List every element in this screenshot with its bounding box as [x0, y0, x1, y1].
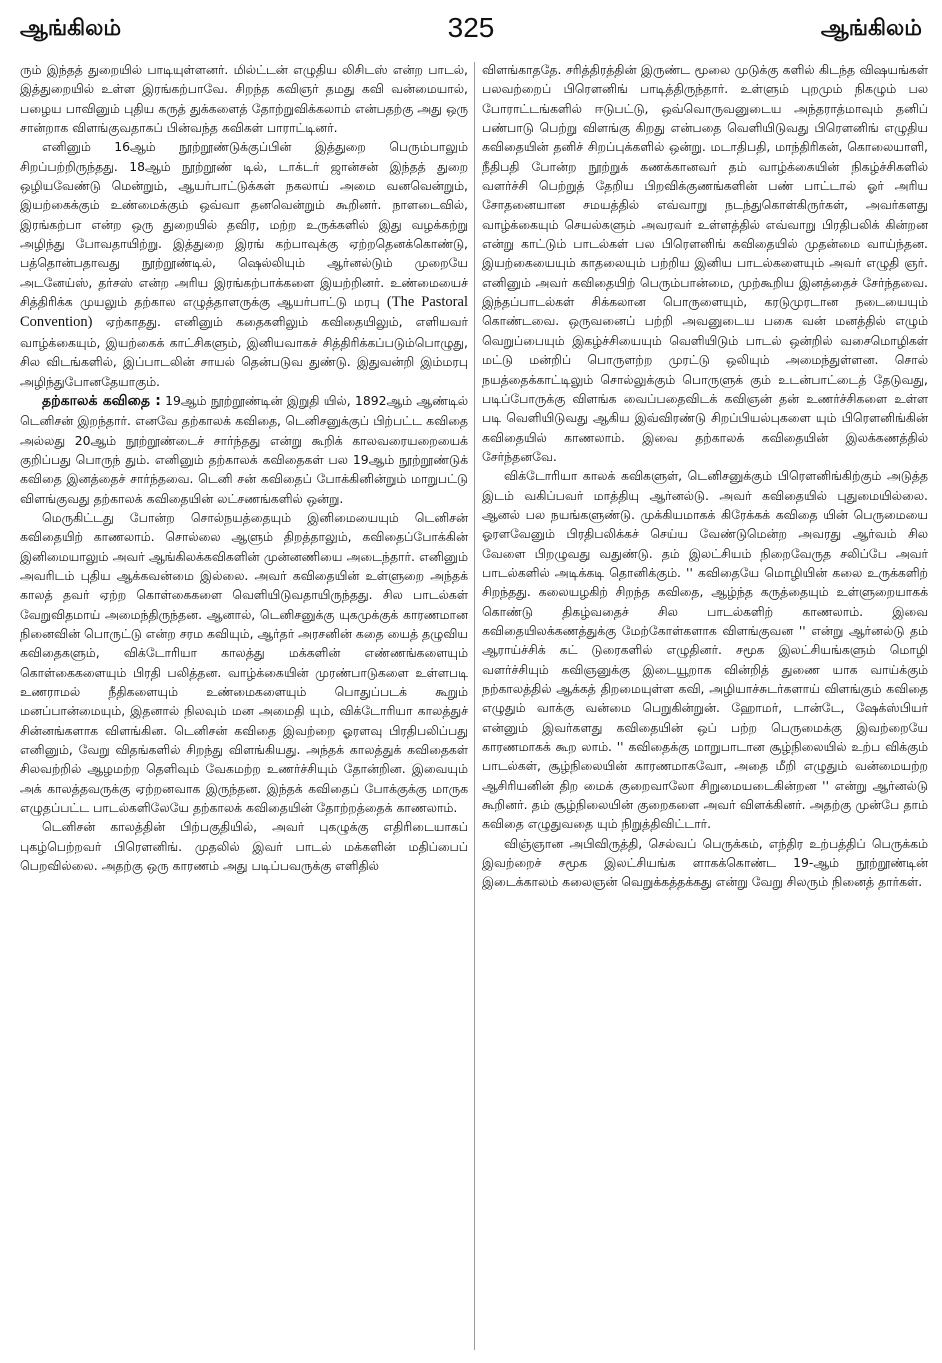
paragraph: [20, 137, 468, 390]
page-header: [20, 12, 922, 56]
paragraph-text: ஏற்காதது. எனினும் கதைகளிலும் கவிதையிலும், எளியவர் வாழ்க்கையும், இயற்கைக் காட்சிகளும், இனியவாகச் சித்திரிக்கப்படும்பொழுது, சில விடங்களில், இப்பாடலின் சாயல் தென்படுவ துண்டு. இதுவன்றி இம்மரபு அழிந்துபோனதேயாகும்.: [20, 314, 468, 389]
paragraph: விக்டோரியா காலக் கவிகளுள், டெனிசனுக்கும் பிரௌனிங்கிற்கும் அடுத்த இடம் வகிப்பவர் மாத்தியு ஆர்னல்டு. அவர் கவிதையில் புதுமையில்லை. ஆனல் பல நயங்களுண்டு. முக்கியமாகக் கிரேக்கக் கவிதை யின் பெருமையை ஓரளவேனும் பிரதிபலிக்கச் செய்ய வேண்டுமென்ற அவரது ஆர்வம் சில வேளை பிறழுவது வதுண்டு. தம் இலட்சியம் நிறைவேருத சலிப்பே அவர் பாடல்களில் அடிக்கடி தொனிக்கும். '' கவிதையே மொழியின் கலை உருக்களிற் சிறந்தது. கலையழகிற் சிறந்த கவிதை, ஆழ்ந்த கருத்தையும் உள்ளுறையாகக் கொண்டு திகழ்வதைச் சில பாடல்களிற் காணலாம். இவை கவிதையிலக்கணத்துக்கு மேற்கோள்களாக விளங்குவன '' என்று ஆர்னல்டு தம் ஆராய்ச்சிக் கட் டுரைகளில் எழுதினர். சமூக இலட்சியங்களும் மொழி வளர்ச்சியும் கவிஞனுக்கு இடையூறாக வின்றித் துணை யாக வாய்க்கும் நற்காலத்தில் ஆக்கத் திறமையுள்ள கவி, அழியாச்சுடர்களாய் விளங்கும் கவிதை எழுதும் வாக்கு வன்மை பெறுகின்றுன். ஹோமர், டான்டே, ஷேக்ஸ்பியர் என்னும் இவர்களது கவிதையின் ஒப் பற்ற பெருமைக்கு இவற்றையே காரணமாகக் கூற லாம். '' கவிதைக்கு மாறுபாடான சூழ்நிலையில் உற்ப விக்கும் பாடல்கள், சூழ்நிலையின் காரணமாகவோ, அதை மீறி எழுதும் வன்மையற்ற ஆசிரியனின் திற மைக் குறைவாலோ சிறுமையடைகின்றன '' என்று ஆர்னல்டு கூறினர். தம் சூழ்நிலையின் குறைகளை அவர் விளக்கினர். அதற்கு முன்பே தாம் கவிதை எழுதுவதை யும் நிறுத்திவிட்டார்.: [482, 468, 928, 832]
running-title-left: ஆங்கிலம்: [20, 16, 122, 41]
left-column: [20, 60, 468, 1352]
column-divider: [474, 62, 475, 1350]
paragraph: [20, 391, 468, 508]
paragraph: விஞ்ஞான அபிவிருத்தி, செல்வப் பெருக்கம், எந்திர உற்பத்திப் பெருக்கம் இவற்றைச் சமூக இலட்சியங்க ளாகக்கொண்ட 19-ஆம் நூற்றூண்டின் இடைக்காலம் கலைஞன் வெறுக்கத்தக்கது என்று வேறு சிலரும் நினைத் தார்கள்.: [482, 835, 928, 890]
english-term: (The Pastoral Convention): [20, 294, 468, 331]
paragraph-text: எனினும் 16ஆம் நூற்றூண்டுக்குப்பின் இத்துறை பெரும்பாலும் சிறப்பற்றிருந்தது. 18ஆம் நூற்றூண் டில், டாக்டர் ஜான்சன் இந்தத் துறை ஒழியவேண்டு மென்றும், ஆயர்பாட்டுக்கள் நகலாய் அமை வனவென்றும், இயற்கைக்கும் உண்மைக்கும் ஒவ்வா தனவென்றும் கூறினர். நாளடைவில், இரங்கற்பா என்ற ஒரு துறையில் தவிர, மற்ற உருக்களில் இது வழக்கற்று அழிந்து போவதாயிற்று. இத்துறை இரங் கற்பாவுக்கு ஏற்றதெனக்கொண்டு, பத்தொன்பதாவது நூற்றூண்டில், ஷெல்லியும் ஆர்னல்டும் முறையே அடனேய்ஸ், தர்சஸ் என்ற அரிய இரங்கற்பாக்களை இயற்றினர். உண்மையைச் சித்திரிக்க முயலும் தற்கால எழுத்தாளருக்கு ஆயர்பாட்டு மரபு: [20, 139, 468, 310]
paragraph: மெருகிட்டது போன்ற சொல்நயத்தையும் இனிமையையும் டெனிசன் கவிதையிற் காணலாம். சொல்லை ஆளும் திறத்தாலும், கவிதைப்போக்கின் இனிமையாலும் அவர் ஆங்கிலக்கவிகளின் முன்னணியை அடைந்தார். எனினும் அவரிடம் புதிய ஆக்கவன்மை இல்லை. அவர் கவிதையின் உள்ளுறை அந்தக் காலத் தவர் ஏற்ற கொள்கைகளை வெளியிடுவதாயிருந்தது. சில பாடல்கள் வேறுவிதமாய் அமைந்திருந்தன. ஆனால், டெனிசனுக்கு யுகமுக்குக் காரணமான நினைவின் பொருட்டு என்ற சரம கவியும், ஆர்தர் அரசனின் கதை யைத் தழுவிய கவிதைகளும், விக்டோரியா காலத்து மக்களின் எண்ணங்களையும் கொள்கைகளையும் பிரதி பலித்தன. வாழ்க்கையின் முரண்பாடுகளை உள்ளபடி உணராமல் நீதிகளையும் உண்மைகளையும் பொதுப்படக் கூறும் மனப்பான்மையும், இதனால் நிலவும் மன அமைதி யும், விக்டோரியா காலத்துச் சின்னங்களாக விளங்கின. டெனிசன் கவிதை இவற்றை ஓரளவு பிரதிபலிப்பது எனினும், வேறு விதங்களில் சிறந்து விளங்கியது. அந்தக் காலத்துக் கவிதைகள் சிலவற்றில் ஆழமற்ற தெளிவும் வேகமற்ற உணர்ச்சியும் தோன்றின. இவையும் அக் காலத்தவருக்கு ஏற்றனவாக இருந்தன. இந்தக் கவிதைப் போக்குக்கு மாருக எழுதப்பட்ட பாடல்களிலேயே தற்காலக் கவிதையின் தோற்றத்தைக் காணலாம்.: [20, 509, 468, 816]
page-number: 325: [447, 12, 495, 43]
section-heading: தற்காலக் கவிதை :: [42, 392, 161, 409]
running-title-right: ஆங்கிலம்: [820, 16, 922, 41]
right-column: [482, 60, 928, 1352]
paragraph: டெனிசன் காலத்தின் பிற்பகுதியில், அவர் புகழுக்கு எதிரிடையாகப் புகழ்பெற்றவர் பிரௌனிங். முதலில் இவர் பாடல் மக்களின் மதிப்பைப் பெறவில்லை. அதற்கு ஒரு காரணம் அது படிப்பவருக்கு எளிதில்: [20, 819, 468, 874]
paragraph: விளங்காததே. சரித்திரத்தின் இருண்ட மூலை முடுக்கு களில் கிடந்த விஷயங்கள் பலவற்றைப் பிரௌனிங் பாடித்திருந்தார். உள்ளும் புறமும் நிகழும் பல போராட்டங்களில் ஈடுபட்டு, ஒவ்வொருவனுடைய அந்தராத்மாவும் தனிப் பண்பாடு பெற்று விளங்கு கிறது என்பதை வெளியிடுவது பிரௌனிங் எழுதிய கவிதையின் தனிச் சிறப்புக்களில் ஒன்று. மடாதிபதி, மாந்திரிகன், கொலையாளி, நீதிபதி போன்ற நூற்றுக் கணக்கானவர் தம் வாழ்க்கையின் நிகழ்ச்சிகளில் வளர்ச்சி பெற்றுத் தேறிய பிறவிக்குணங்களின் பண் பாட்டால் ஓர் அரிய சோதனையான சமயத்தில் எவ்வாறு நடந்துகொள்கிருர்கள், அவர்களது வாழ்க்கையும் செயல்களும் அவரவர் உள்ளத்தில் எவ்வாறு பிரதிபலிக் கின்றன என்று காட்டும் பாடல்கள் பல பிரௌனிங் கவிதையில் முதன்மை வாய்ந்தன. இயற்கையையும் காதலையும் பற்றிய இனிய பாடல்களையும் அவர் எழுதி ஞர். எனினும் அவர் கவிதையிற் பெரும்பான்மை, முற்கூறிய இனத்தைச் சேர்ந்தவை. இந்தப்பாடல்கள் சிக்கலான பொருளையும், கரடுமுரடான நடையையும் கொண்டவை. ஒருவனைப் பற்றி அவனுடைய பகை வன் மனத்தில் எழும் வெறுப்பையும் இகழ்ச்சியையும் வெளியிடும் பாடல் ஒன்றில் வசைமொழிகள் மட்டு மன்றிப் பொருளற்ற முரட்டு ஒலியும் அமைந்துள்ளன. சொல் நயத்தைக்காட்டிலும் சொல்லுக்கும் பொருளுக் கும் உடன்பாட்டைத் தேடுவது, படிப்போருக்கு விளங்க வைப்பதைவிடக் கவிஞன் தன் உணர்ச்சிகளை உள்ள படி வெளியிடுவது ஆகிய இவ்விரண்டு சிறப்பியல்புகளை யும் பிரௌனிங்கின் கவிதையில் காணலாம். இவை தற்காலக் கவிதையின் இலக்கணத்தில் சேர்ந்தனவே.: [482, 62, 928, 464]
paragraph: ரும் இந்தத் துறையில் பாடியுள்ளனர். மில்ட்டன் எழுதிய லிசிடஸ் என்ற பாடல், இத்துறையில் உள்ள இரங்கற்பாவே. சிறந்த கவிஞர் தமது கவி வன்மையால், பழைய பாவினும் புதிய கருத் துக்களைத் தோற்றுவிக்கலாம் என்பதற்கு அது ஒரு சான்றாக விளங்குவதாகப் பின்வந்த கவிகள் பாராட்டினர்.: [20, 62, 468, 136]
paragraph-text: 19ஆம் நூற்றூண்டின் இறுதி யில், 1892ஆம் ஆண்டில் டெனிசன் இறந்தார். எனவே தற்காலக் கவிதை, டெனிசனுக்குப் பிற்பட்ட கவிதை அல்லது 20ஆம் நூற்றூண்டைச் சார்ந்தது என்று கூறிக் காலவரையறையைக் குறிப்பது பொருந் தும். எனினும் தற்காலக் கவிதைகள் பல 19ஆம் நூற்றூண்டுக் கவிதை இனத்தைச் சார்ந்தவை. டெனி சன் கவிதைப் போக்கினின்றும் மாறுபட்டு விளங்குவது தற்காலக் கவிதையின் லட்சணங்களில் ஒன்று.: [20, 392, 468, 506]
